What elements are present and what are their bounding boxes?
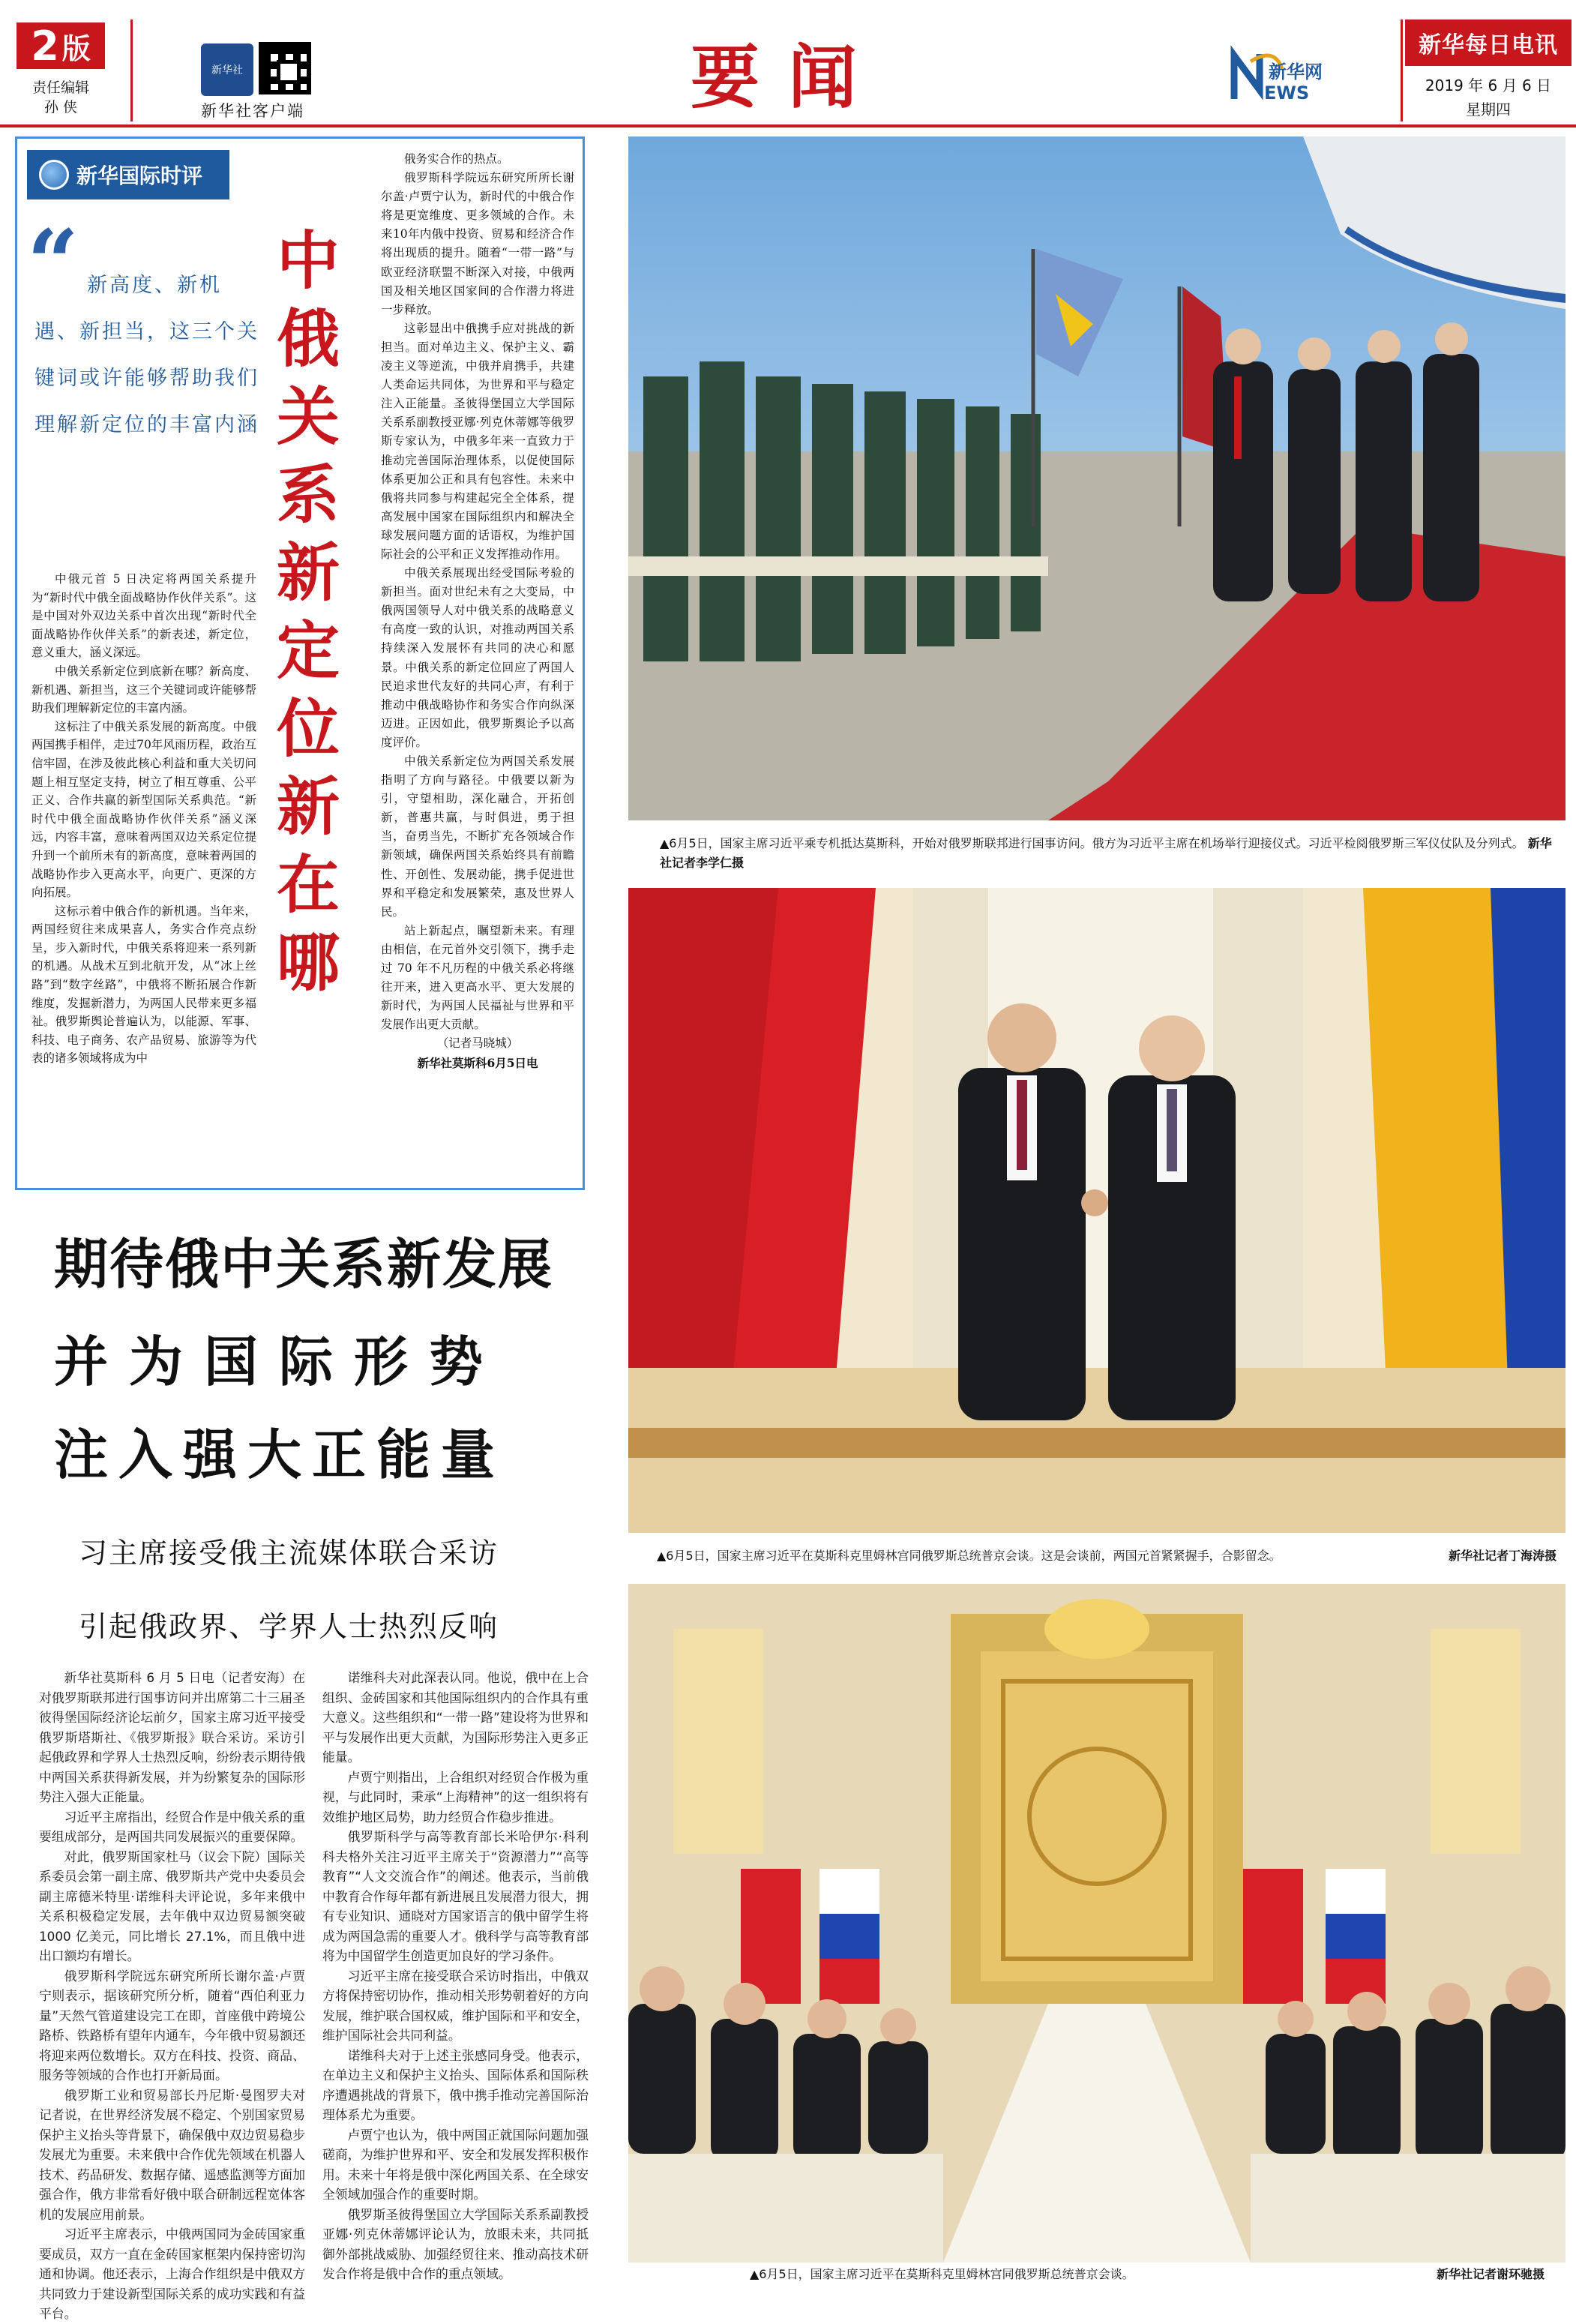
paragraph: 卢贾宁则指出，上合组织对经贸合作极为重视，与此同时，秉承“上海精神”的这一组织将有效维护地区局势，助力经贸合作稳步推进。 [322, 1769, 589, 1825]
commentary-tag [27, 150, 229, 199]
subheadline-1: 习主席接受俄主流媒体联合采访 [79, 1537, 499, 1570]
client-label: 新华社客户端 [201, 102, 304, 120]
paragraph: 中俄元首 5 日决定将两国关系提升为“新时代中俄全面战略协作伙伴关系”。这是中国对外双边关系中首次出现“新时代全面战略协作伙伴关系”的新表述，新定位，意义重大，涵义深远。 [31, 572, 256, 660]
photo-handshake [628, 888, 1566, 1533]
paragraph: 中俄关系新定位到底新在哪？新高度、新机遇、新担当，这三个关键词或许能够帮助我们理解新定位的丰富内涵。 [31, 664, 256, 715]
paragraph: 卢贾宁也认为，俄中两国正就国际问题加强磋商，为维护世界和平、安全和发展发挥积极作用。未来十年将是俄中深化两国关系、在全球安全领域加强合作的重要时期。 [322, 2127, 589, 2202]
xinhua-logo: 新华社 [201, 43, 253, 96]
paragraph: 新华社莫斯科 6 月 5 日电（记者安海）在对俄罗斯联邦进行国事访问并出席第二十三届圣彼得堡国际经济论坛前夕，国家主席习近平接受俄罗斯塔斯社、《俄罗斯报》联合采访。采访引起俄政界和学界人士热烈反响，纷纷表示期待俄中两国关系获得新发展，并为纷繁复杂的国际形势注入强大正能量。 [39, 1670, 305, 1804]
commentary-title [267, 222, 349, 1002]
commentary-column-2 [381, 150, 574, 1072]
dateline: 新华社莫斯科6月5日电 [417, 1055, 538, 1070]
paragraph: 俄罗斯圣彼得堡国立大学国际关系系副教授亚娜·列克休蒂娜评论认为，放眼未来，共同抵御外部挑战威胁、加强经贸往来、推动高技术研发合作将是俄中合作的重点领域。 [322, 2206, 589, 2281]
paragraph: 这标注了中俄关系发展的新高度。中俄两国携手相伴，走过70年风雨历程，政治互信牢固，在涉及彼此核心利益和重大关切问题上相互坚定支持，树立了相互尊重、公平正义、合作共赢的新型国际关系典范。“新时代中俄全面战略协作伙伴关系”涵义深远，内容丰富，意味着两国双边关系定位提升到一个前所未有的新高度，意味着两国的战略协作步入更高水平，向更广、更深的方向拓展。 [31, 719, 256, 900]
photo-caption-2-text: ▲6月5日，国家主席习近平在莫斯科克里姆林宫同俄罗斯总统普京会谈。这是会谈前，两国元首紧紧握手，合影留念。 [657, 1549, 1281, 1563]
paragraph: 对此，俄罗斯国家杜马（议会下院）国际关系委员会第一副主席、俄罗斯共产党中央委员会副主席德米特里·诺维科夫评论说，多年来俄中关系积极稳定发展，去年俄中双边贸易额突破 1000 亿美元，同比增长 27.1%，而且俄中进出口额均有增长。 [39, 1849, 305, 1963]
commentary-title-char: 哪 [276, 926, 340, 1000]
issue-date [1405, 73, 1572, 121]
photo-caption-2 [657, 1546, 1557, 1566]
xinhuanet-logo-text: 新华网 [1269, 61, 1323, 82]
commentary-column-1 [31, 570, 256, 1068]
editor-name: 孙 侠 [43, 99, 78, 115]
editor-label: 责任编辑 [31, 79, 89, 96]
commentary-title-char: 定 [276, 614, 340, 688]
commentary-title-char: 中 [276, 224, 340, 298]
commentary-title-char: 新 [276, 536, 340, 610]
photo-caption-1-text: ▲6月5日，国家主席习近平乘专机抵达莫斯科，开始对俄罗斯联邦进行国事访问。俄方为习近平主席在机场举行迎接仪式。习近平检阅俄罗斯三军仪仗队及分列式。 [660, 836, 1524, 850]
commentary-title-char: 系 [276, 458, 340, 532]
photo-caption-3 [750, 2265, 1545, 2284]
headline-line-2: 并为国际形势 [54, 1330, 505, 1393]
photo-caption-1 [660, 834, 1552, 873]
paragraph: 俄罗斯科学院远东研究所所长谢尔盖·卢贾宁认为，新时代的中俄合作将是更宽维度、更多领域的合作。未来10年内俄中投资、贸易和经济合作将出现质的提升。随着“一带一路”与欧亚经济联盟不断深入对接，中俄两国及相关地区国家间的合作潜力将进一步释放。 [381, 171, 574, 316]
page-number: 2 [31, 22, 59, 70]
article-column-1 [39, 1668, 305, 2324]
paragraph: 习近平主席表示，中俄两国同为金砖国家重要成员，双方一直在金砖国家框架内保持密切沟通和协调。他还表示，上海合作组织是中俄双方共同致力于建设新型国际关系的成功实践和有益平台。 [39, 2227, 305, 2321]
subheadline-2: 引起俄政界、学界人士热烈反响 [79, 1610, 499, 1643]
page-unit: 版 [61, 31, 91, 65]
issue-date-text: 2019 年 6 月 6 日 [1425, 76, 1552, 94]
commentary-lead: 新高度、新机遇、新担当，这三个关键词或许能够帮助我们理解新定位的丰富内涵 [34, 274, 259, 436]
newspaper-brand: 新华每日电讯 [1405, 19, 1572, 66]
paragraph: 诺维科夫对此深表认同。他说，俄中在上合组织、金砖国家和其他国际组织内的合作具有重大意义。这些组织和“一带一路”建设将为世界和平与发展作出更大贡献，为国际形势注入更多正能量。 [322, 1670, 589, 1765]
commentary-title-char: 关 [276, 380, 340, 454]
commentary-tag-label: 新华国际时评 [76, 163, 203, 188]
header-rule [0, 124, 1576, 127]
paragraph: 俄罗斯科学院远东研究所所长谢尔盖·卢贾宁则表示，据该研究所分析，随着“西伯利亚力量”天然气管道建设完工在即，首座俄中跨境公路桥、铁路桥有望年内通车，今年俄中贸易额还将迎来两位数增长。双方在科技、投资、商品、服务等领域的合作也打开新局面。 [39, 1968, 305, 2083]
issue-weekday: 星期四 [1466, 100, 1511, 118]
commentary-title-char: 位 [276, 692, 340, 766]
paragraph: 俄罗斯工业和贸易部长丹尼斯·曼图罗夫对记者说，在世界经济发展不稳定、个别国家贸易保护主义抬头等背景下，确保俄中双边贸易稳步发展尤为重要。未来俄中合作优先领域在机器人技术、药品研发、数据存储、遥感监测等方面加强合作，俄方非常看好俄中联合研制远程宽体客机的发展应用前景。 [39, 2087, 305, 2222]
photo-airport-welcome [628, 136, 1566, 820]
photo-talks [628, 1584, 1566, 2263]
photo-credit-1: 新华社记者李学仁摄 [660, 836, 1552, 870]
section-title: 要闻 [690, 37, 885, 118]
paragraph: 诺维科夫对于上述主张感同身受。他表示，在单边主义和保护主义抬头、国际体系和国际秩序遭遇挑战的背景下，俄中携手推动完善国际治理体系尤为重要。 [322, 2047, 589, 2122]
paragraph: 中俄关系展现出经受国际考验的新担当。面对世纪未有之大变局，中俄两国领导人对中俄关系的战略意义有高度一致的认识，对推动两国关系持续深入发展怀有共同的决心和愿景。中俄关系的新定位回应了两国人民追求世代友好的共同心声，有利于推动中俄战略协作和务实合作向纵深迈进。正因如此，俄罗斯舆论予以高度评价。 [381, 566, 574, 749]
paragraph: 习近平主席指出，经贸合作是中俄关系的重要组成部分，是两国共同发展振兴的重要保障。 [39, 1809, 305, 1844]
article-column-2 [322, 1668, 589, 2284]
commentary-title-char: 在 [276, 848, 340, 922]
headline-line-1: 期待俄中关系新发展 [54, 1232, 554, 1296]
photo-credit-3: 新华社记者谢环驰摄 [1436, 2267, 1545, 2281]
paragraph: 俄务实合作的热点。 [404, 152, 509, 166]
photo-caption-3-text: ▲6月5日，国家主席习近平在莫斯科克里姆林宫同俄罗斯总统普京会谈。 [750, 2267, 1134, 2281]
globe-icon [39, 160, 69, 190]
commentary-title-char: 俄 [276, 302, 340, 376]
photo-credit-2: 新华社记者丁海涛摄 [1448, 1549, 1557, 1563]
quote-mark-icon: “ [27, 210, 79, 316]
paragraph: 站上新起点，瞩望新未来。有理由相信，在元首外交引领下，携手走过 70 年不凡历程的中俄关系必将继往开来，进入更高水平、更大发展的新时代，为两国人民福祉与世界和平发展作出更大贡献。 [381, 923, 574, 1032]
commentary-title-char: 新 [276, 770, 340, 844]
header-divider-right [1401, 19, 1403, 121]
paragraph: 习近平主席在接受联合采访时指出，中俄双方将保持密切协作，推动相关形势朝着好的方向发展，维护联合国权威，维护国际和平和安全，维护国际社会共同利益。 [322, 1968, 589, 2043]
paragraph: 俄罗斯科学与高等教育部长米哈伊尔·科利科夫格外关注习近平主席关于“资源潜力”“高等教育”“人文交流合作”的阐述。他表示，当前俄中教育合作每年都有新进展且发展潜力很大，拥有专业知识、通晓对方国家语言的俄中留学生将成为两国急需的重要人才。俄科学与高等教育部将为中国留学生创造更加良好的学习条件。 [322, 1829, 589, 1963]
paragraph: 这彰显出中俄携手应对挑战的新担当。面对单边主义、保护主义、霸凌主义等逆流，中俄并肩携手，共建人类命运共同体，为世界和平与稳定注入正能量。圣彼得堡国立大学国际关系系副教授亚娜·列克休蒂娜等俄罗斯专家认为，中俄多年来一直致力于推动完善国际治理体系，以促使国际体系更加公正和具有包容性。未来中俄将共同参与构建起完全全体系，提高发展中国家在国际组织内和解决全球发展问题方面的话语权，为维护国际社会的公平和正义发挥推动作用。 [381, 321, 574, 561]
paragraph: 中俄关系新定位为两国关系发展指明了方向与路径。中俄要以新为引，守望相助，深化融合，开拓创新，普惠共赢，与时俱进，勇于担当，奋勇当先，不断扩充各领域合作新领域，确保两国关系始终具有前瞻性、开创性、发展动能，携手促进世界和平稳定和发展繁荣，惠及世界人民。 [381, 754, 574, 919]
headline-line-3: 注入强大正能量 [54, 1423, 506, 1486]
svg-text:EWS: EWS [1264, 82, 1310, 103]
paragraph: 这标示着中俄合作的新机遇。当年来，两国经贸往来成果喜人，务实合作亮点纷呈，步入新时代，中俄关系将迎来一系列新的机遇。从战术互到北航开发，从“冰上丝路”到“数字丝路”，中俄将不断拓展合作新维度，发掘新潜力，为两国人民带来更多福祉。俄罗斯舆论普遍认为，以能源、军事、科技、电子商务、农产品贸易、旅游等为代表的诸多领域将成为中 [31, 904, 256, 1066]
xinhuanet-logo [1230, 46, 1335, 106]
byline: （记者马晓城） [436, 1036, 519, 1051]
